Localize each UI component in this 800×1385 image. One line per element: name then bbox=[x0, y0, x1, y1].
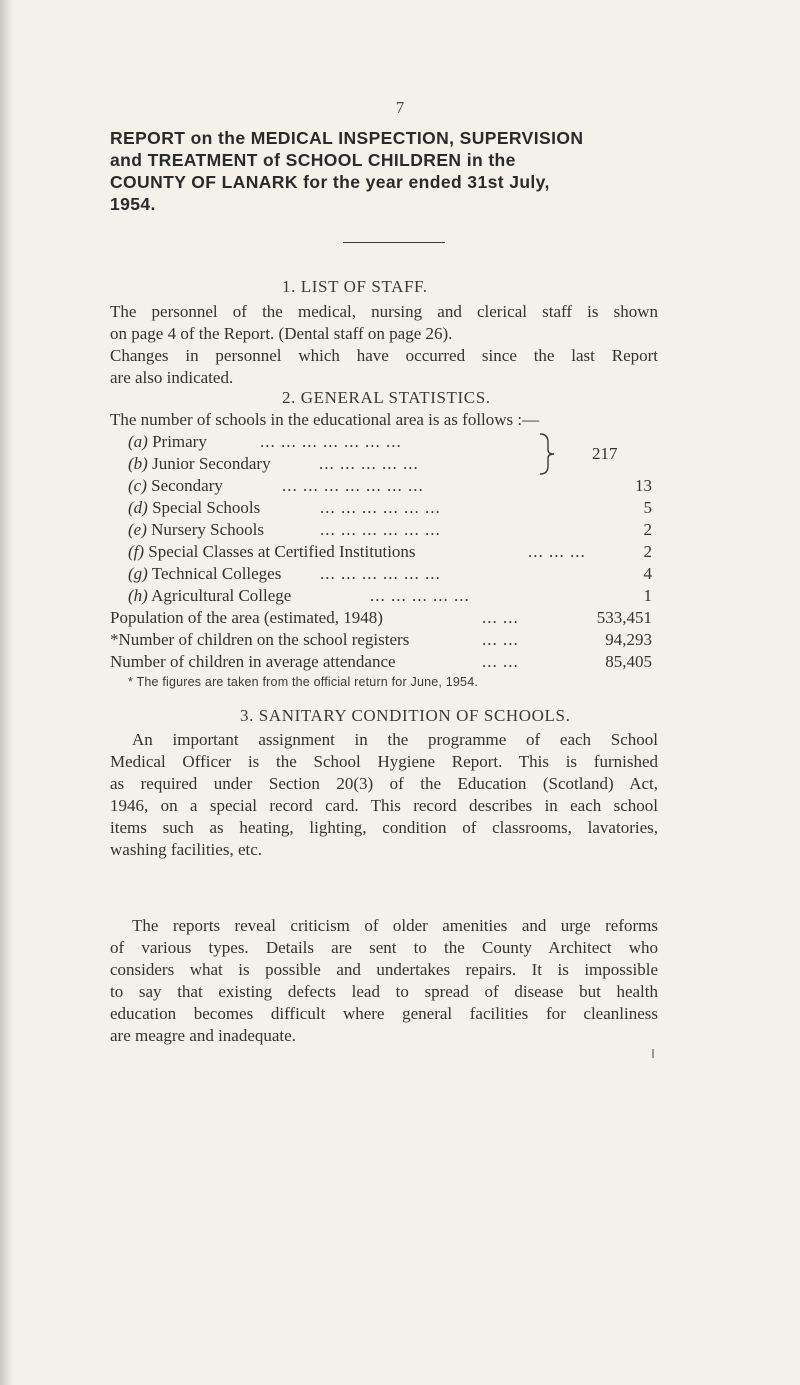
school-mark: (g) bbox=[128, 564, 148, 583]
report-title bbox=[110, 127, 670, 215]
section3-para2-line: are meagre and inadequate. bbox=[110, 1026, 296, 1045]
section1-line: The personnel of the medical, nursing and clerical staff is shown bbox=[110, 302, 658, 321]
total-row bbox=[110, 607, 652, 629]
title-line: REPORT on the MEDICAL INSPECTION, SUPERVISION bbox=[110, 128, 584, 148]
section3-para1-line: as required under Section 20(3) of the Education (Scotland) Act, bbox=[110, 774, 658, 793]
leader-dots: ... ... bbox=[482, 608, 519, 627]
section3-heading: 3. SANITARY CONDITION OF SCHOOLS. bbox=[240, 706, 571, 725]
leader-dots: ... ... bbox=[482, 652, 519, 671]
section3-para2-line: of various types. Details are sent to the County Architect who bbox=[110, 938, 658, 957]
section3-para1-line: An important assignment in the programme of each School bbox=[132, 730, 658, 749]
school-row bbox=[110, 541, 652, 563]
school-label: Secondary bbox=[151, 476, 223, 495]
school-mark: (c) bbox=[128, 476, 147, 495]
section2-intro bbox=[110, 409, 652, 431]
school-label: Special Schools bbox=[152, 498, 261, 517]
school-row bbox=[110, 431, 652, 453]
leader-dots: ... ... ... ... ... ... bbox=[320, 564, 441, 583]
total-value: 94,293 bbox=[605, 630, 652, 649]
page-binding-edge bbox=[0, 0, 14, 1385]
total-value: 533,451 bbox=[596, 608, 652, 627]
total-label: *Number of children on the school registers bbox=[110, 630, 410, 649]
leader-dots: ... ... ... ... ... ... bbox=[320, 498, 441, 517]
school-label: Agricultural College bbox=[151, 586, 292, 605]
school-mark: (f) bbox=[128, 542, 145, 561]
section1-heading: 1. LIST OF STAFF. bbox=[282, 277, 428, 296]
school-mark: (d) bbox=[128, 498, 148, 517]
total-row bbox=[110, 629, 652, 651]
right-brace-icon bbox=[538, 432, 556, 476]
leader-dots: ... ... bbox=[482, 630, 519, 649]
title-divider bbox=[343, 242, 445, 243]
section3-para2 bbox=[110, 915, 658, 1047]
section3-para2-line: The reports reveal criticism of older amenities and urge reforms bbox=[132, 916, 658, 935]
school-mark: (b) bbox=[128, 454, 148, 473]
total-label: Number of children in average attendance bbox=[110, 652, 396, 671]
stray-mark bbox=[652, 1049, 654, 1058]
school-mark: (a) bbox=[128, 432, 148, 451]
section3-para1-line: washing facilities, etc. bbox=[110, 840, 263, 859]
total-value: 85,405 bbox=[605, 652, 652, 671]
section1-body bbox=[110, 301, 658, 389]
total-row bbox=[110, 651, 652, 673]
section3-para1-line: Medical Officer is the School Hygiene Report. This is furnished bbox=[110, 752, 658, 771]
school-row bbox=[110, 585, 652, 607]
school-count: 2 bbox=[643, 542, 652, 561]
section3-para1 bbox=[110, 729, 658, 861]
school-label: Nursery Schools bbox=[151, 520, 264, 539]
leader-dots: ... ... ... ... ... ... bbox=[320, 520, 441, 539]
school-count: 13 bbox=[635, 476, 652, 495]
school-count: 1 bbox=[643, 586, 652, 605]
section3-para1-line: items such as heating, lighting, condition of classrooms, lavatories, bbox=[110, 818, 658, 837]
school-row bbox=[110, 453, 652, 475]
leader-dots: ... ... ... ... ... bbox=[319, 454, 419, 473]
school-label: Junior Secondary bbox=[152, 454, 271, 473]
title-line: COUNTY OF LANARK for the year ended 31st July, bbox=[110, 172, 550, 192]
school-mark: (e) bbox=[128, 520, 147, 539]
title-line: and TREATMENT of SCHOOL CHILDREN in the bbox=[110, 150, 516, 170]
section2-intro-text: The number of schools in the educational area is as follows :— bbox=[110, 410, 540, 429]
section3-para2-line: education becomes difficult where general facilities for cleanliness bbox=[110, 1004, 658, 1023]
total-label: Population of the area (estimated, 1948) bbox=[110, 608, 383, 627]
school-row bbox=[110, 519, 652, 541]
school-row bbox=[110, 563, 652, 585]
leader-dots: ... ... ... ... ... bbox=[370, 586, 470, 605]
section1-line: are also indicated. bbox=[110, 368, 234, 387]
section3-para2-line: to say that existing defects lead to spread of disease but health bbox=[110, 982, 658, 1001]
school-mark: (h) bbox=[128, 586, 148, 605]
school-row bbox=[110, 497, 652, 519]
primary-junior-total: 217 bbox=[592, 444, 618, 463]
school-count: 5 bbox=[643, 498, 652, 517]
leader-dots: ... ... ... ... ... ... ... bbox=[260, 432, 402, 451]
leader-dots: ... ... ... ... ... ... ... bbox=[282, 476, 424, 495]
school-label: Primary bbox=[152, 432, 207, 451]
section1-line: Changes in personnel which have occurred since the last Report bbox=[110, 346, 658, 365]
school-label: Technical Colleges bbox=[151, 564, 282, 583]
school-count: 2 bbox=[643, 520, 652, 539]
school-label: Special Classes at Certified Institutions bbox=[148, 542, 416, 561]
section1-line: on page 4 of the Report. (Dental staff on page 26). bbox=[110, 324, 453, 343]
section3-para2-line: considers what is possible and undertakes repairs. It is impossible bbox=[110, 960, 658, 979]
leader-dots: ... ... ... bbox=[528, 542, 586, 561]
school-row bbox=[110, 475, 652, 497]
section2-heading: 2. GENERAL STATISTICS. bbox=[282, 388, 491, 407]
school-count: 4 bbox=[643, 564, 652, 583]
section3-para1-line: 1946, on a special record card. This record describes in each school bbox=[110, 796, 658, 815]
page-number: 7 bbox=[395, 98, 405, 117]
title-line: 1954. bbox=[110, 194, 156, 214]
statistics-footnote: * The figures are taken from the official return for June, 1954. bbox=[128, 675, 479, 689]
